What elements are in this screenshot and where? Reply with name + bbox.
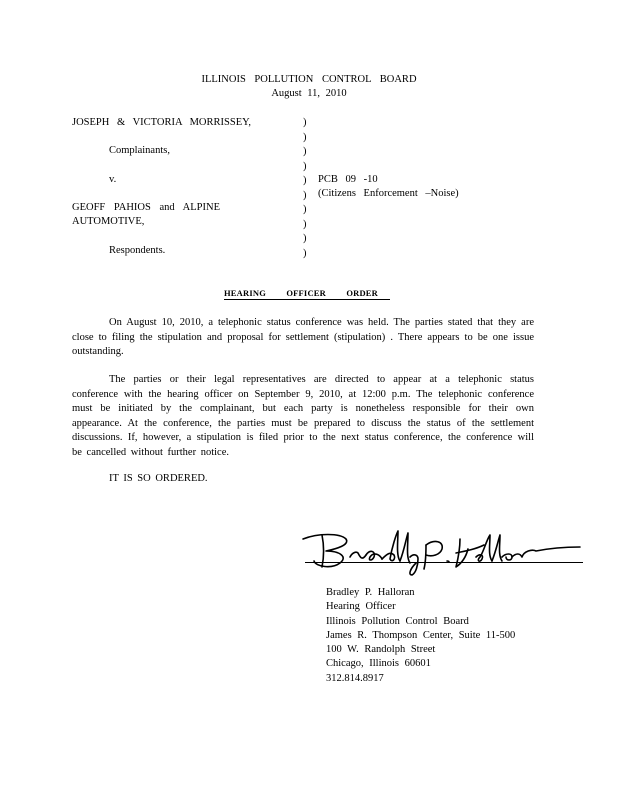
- signer-title: Hearing Officer: [326, 601, 396, 613]
- board-name: ILLINOIS POLLUTION CONTROL BOARD: [201, 74, 417, 85]
- paren: ): [303, 218, 307, 230]
- city-state-zip: Chicago, Illinois 60601: [326, 658, 431, 670]
- paren: ): [303, 189, 307, 201]
- paren: ): [303, 204, 307, 215]
- title-underline: [224, 299, 390, 300]
- respondents-label: Respondents.: [109, 245, 166, 256]
- paren: ): [303, 131, 307, 143]
- paragraph-2: The parties or their legal representatives are directed to appear at a telephonic status conference with the hearing officer on September 9, 2010, at 12:00 p.m. The telephonic conference must be initiated by the complainant, but each party is nonetheless responsible for their own appearance. At the conference, the parties must be prepared to discuss the status of the settlement discussions. If, however, a stipulation is filed prior to the next status conference, the conference will be cancelled without further notice.: [72, 374, 534, 458]
- respondents-names-line1: GEOFF PAHIOS and ALPINE: [72, 202, 221, 213]
- address-line-1: James R. Thompson Center, Suite 11-500: [326, 629, 516, 641]
- signature-image: [300, 527, 590, 577]
- signer-name: Bradley P. Halloran: [326, 587, 415, 598]
- case-number: PCB 09 -10: [318, 174, 378, 185]
- paragraph-1: On August 10, 2010, a telephonic status conference was held. The parties stated that they are close to filing the stipulation and proposal for settlement (stipulation) . There appears to be one issue outstanding.: [72, 317, 534, 358]
- case-type: (Citizens Enforcement –Noise): [318, 188, 459, 199]
- address-line-2: 100 W. Randolph Street: [326, 644, 436, 656]
- paren: ): [303, 117, 307, 128]
- signature-line: [305, 562, 583, 563]
- versus: v.: [109, 174, 117, 185]
- phone-number: 312.814.8917: [326, 672, 384, 684]
- paren: ): [303, 175, 307, 186]
- signer-org: Illinois Pollution Control Board: [326, 615, 469, 627]
- order-date: August 11, 2010: [271, 88, 347, 99]
- signature-block: [326, 586, 515, 686]
- paren: ): [303, 160, 307, 172]
- paren: ): [303, 146, 307, 157]
- paren: ): [303, 247, 307, 259]
- complainants-names: JOSEPH & VICTORIA MORRISSEY,: [72, 117, 251, 128]
- complainants-label: Complainants,: [109, 145, 170, 156]
- order-title: HEARING OFFICER ORDER: [224, 288, 379, 298]
- paren: ): [303, 233, 307, 244]
- paragraph-3: IT IS SO ORDERED.: [109, 473, 208, 484]
- respondents-names-line2: AUTOMOTIVE,: [72, 216, 145, 227]
- caption-parentheses: [303, 116, 307, 261]
